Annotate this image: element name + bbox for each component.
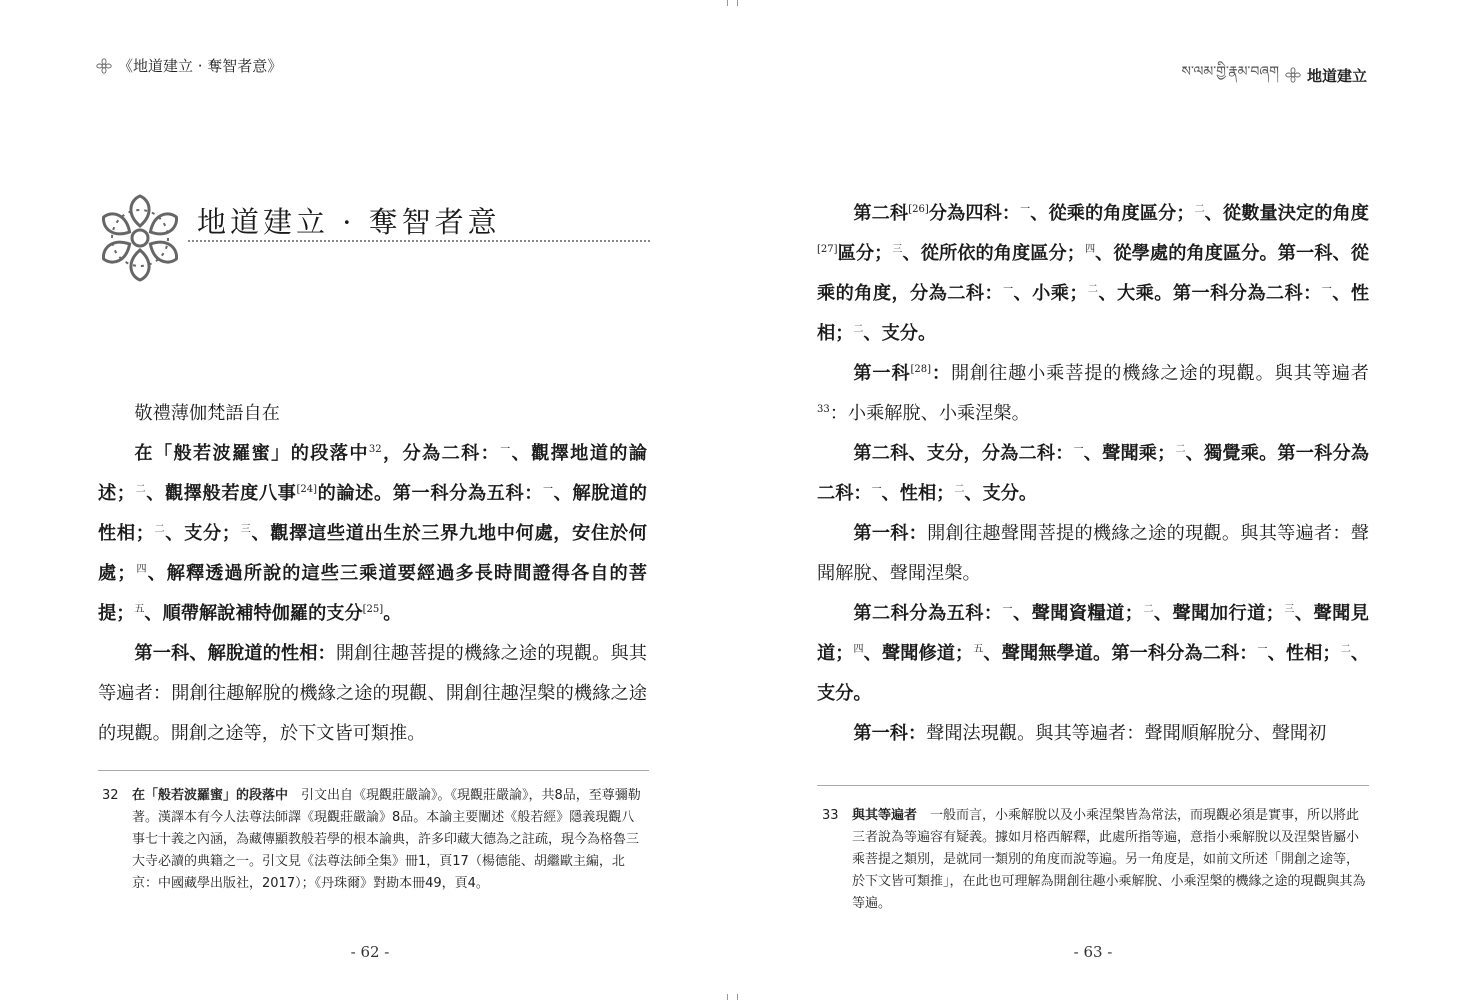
endnote-ref[interactable]: [24] xyxy=(296,483,318,495)
lotus-ornament-icon xyxy=(1285,67,1301,83)
endnote-ref[interactable]: [26] xyxy=(908,203,929,215)
footnote-rule xyxy=(817,785,1369,786)
left-body-text xyxy=(98,394,647,754)
chapter-title-block xyxy=(96,192,650,287)
paragraph: 第一科：開創往趣聲聞菩提的機緣之途的現觀。與其等遍者：聲聞解脫、聲聞涅槃。 xyxy=(817,523,1369,584)
footnote-head: 在「般若波羅蜜」的段落中 xyxy=(132,788,289,803)
running-head-text: 地道建立 xyxy=(1306,66,1367,85)
paragraph: 第一科[28]：開創往趣小乘菩提的機緣之途的現觀。與其等遍者$^{33}$：小乘解脫、小乘涅槃。 xyxy=(817,363,1369,424)
footnote-ref[interactable]: 32 xyxy=(368,443,382,455)
title-dotted-rule xyxy=(188,240,650,242)
crop-mark xyxy=(727,0,728,6)
endnote-ref[interactable]: [25] xyxy=(362,603,384,615)
footnote-text: 一般而言，小乘解脫以及小乘涅槃皆為常法，而現觀必須是實事，所以將此三者說為等遍容有疑義。據如月格西解釋，此處所指等遍，意指小乘解脫以及涅槃皆屬小乘菩提之類別，是就同一類別的角度而說等遍。另一角度是，如前文所述「開創之途等，於下文皆可類推」，在此也可理解為開創往趣小乘解脫、小乘涅槃的機緣之途的現觀與其為等遍。 xyxy=(852,808,1366,911)
footnote-ref[interactable]: 33 xyxy=(817,403,830,415)
chapter-title: 地道建立 · 奪智者意 xyxy=(197,205,501,239)
footnote-head: 與其等遍者 xyxy=(852,808,918,823)
crop-mark xyxy=(737,0,738,6)
right-body-text xyxy=(817,194,1369,754)
running-head-tibetan: ས་ལམ་གྱི་རྣམ་བཞག xyxy=(1181,64,1279,80)
paragraph: 在「般若波羅蜜」的段落中$^{32}$，分為二科：$^一$、觀擇地道的論述；$^二$、觀擇般若度八事[24]的論述。第一科分為五科：$^一$、解脫道的性相；$^二$、支分；$^三$、觀擇這些道出生於三界九地中何處，安住於何處；$^四$、解釋透過所說的這些三乘道要經過多長時間證得各自的菩提；$^五$、順帶解說補特伽羅的支分[25]。 xyxy=(98,443,647,624)
page-number: - 63 - xyxy=(1073,943,1113,961)
right-page xyxy=(733,0,1466,1000)
running-head-text: 《地道建立 · 奪智者意》 xyxy=(118,57,283,75)
footnote xyxy=(102,785,646,895)
lotus-mandala-icon xyxy=(96,192,184,284)
footnote-rule xyxy=(98,770,649,771)
lotus-ornament-icon xyxy=(96,58,112,74)
footnote-number: 32 xyxy=(102,788,119,803)
paragraph: 第二科分為五科：$^一$、聲聞資糧道；$^二$、聲聞加行道；$^三$、聲聞見道；$^四$、聲聞修道；$^五$、聲聞無學道。第一科分為二科：$^一$、性相；$^二$、支分。 xyxy=(817,603,1370,704)
crop-mark xyxy=(737,994,738,1000)
paragraph: 第二科[26]分為四科：$^一$、從乘的角度區分；$^二$、從數量決定的角度[27]區分；$^三$、從所依的角度區分；$^四$、從學處的角度區分。第一科、從乘的角度，分為二科：$^一$、小乘；$^二$、大乘。第一科分為二科：$^一$、性相；$^二$、支分。 xyxy=(817,203,1370,344)
paragraph: 第二科、支分，分為二科：$^一$、聲聞乘；$^二$、獨覺乘。第一科分為二科：$^一$、性相；$^二$、支分。 xyxy=(817,443,1369,504)
salutation: 敬禮薄伽梵語自在 xyxy=(134,403,280,424)
running-head xyxy=(1182,55,1367,95)
footnote-text: 引文出自《現觀莊嚴論》。《現觀莊嚴論》，共8品，至尊彌勒著。漢譯本有今人法尊法師譯《現觀莊嚴論》8品。本論主要闡述《般若經》隱義現觀八事七十義之內涵，為藏傳顯教般若學的根本論典，許多印藏大德為之註疏，現今為格魯三大寺必讀的典籍之一。引文見《法尊法師全集》冊1，頁17（楊德能、胡繼歐主編，北京：中國藏學出版社，2017）；《丹珠爾》對勘本冊49，頁4。 xyxy=(132,788,641,891)
endnote-ref[interactable]: [28] xyxy=(910,363,932,375)
crop-mark xyxy=(727,994,728,1000)
footnote-number: 33 xyxy=(822,808,839,823)
paragraph: 第一科、解脫道的性相：開創往趣菩提的機緣之途的現觀。與其等遍者：開創往趣解脫的機緣之途的現觀、開創往趣涅槃的機緣之途的現觀。開創之途等，於下文皆可類推。 xyxy=(98,643,647,744)
footnote xyxy=(822,805,1370,915)
paragraph: 第一科：聲聞法現觀。與其等遍者：聲聞順解脫分、聲聞初 xyxy=(853,723,1327,744)
endnote-ref[interactable]: [27] xyxy=(817,243,838,255)
page-number: - 62 - xyxy=(350,943,390,961)
running-head xyxy=(96,55,282,76)
